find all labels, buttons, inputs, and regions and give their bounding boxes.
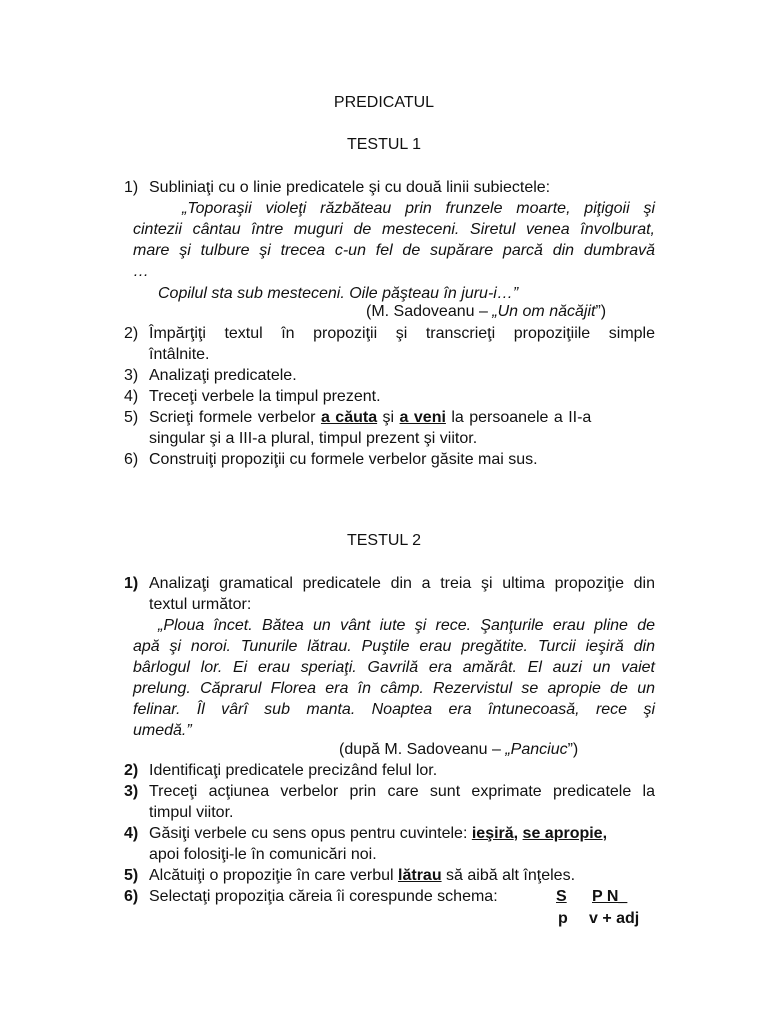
test2-q6-text: Selectaţi propoziţia căreia îi corespunde schema: <box>149 888 498 905</box>
test2-q1-number: 1) <box>124 575 139 592</box>
test1-q4-number: 4) <box>124 388 139 405</box>
test1-q5-line-1 <box>149 408 655 428</box>
test1-q6-number: 6) <box>124 451 139 468</box>
test2-source-title: „Panciuc <box>505 741 568 758</box>
test1-q2-line-1: Împărţiţi textul în propoziţii şi transcrieţi propoziţiile simple <box>149 325 655 342</box>
test2-q4-line-1 <box>149 824 607 844</box>
test1-q3-text: Analizaţi predicatele. <box>149 367 297 384</box>
test1-source-title: „Un om năcăjit <box>492 303 596 320</box>
test2-q4-line-2: apoi folosiţi-le în comunicări noi. <box>149 846 377 863</box>
test1-quote-line-3: mare şi tulbure şi trecea c-un fel de supărare parcă din dumbravă <box>133 242 655 259</box>
test2-q4-part-a: Găsiţi verbele cu sens opus pentru cuvintele: <box>149 825 472 842</box>
test1-q5-line-2: singular şi a III-a plural, timpul prezent şi viitor. <box>149 430 478 447</box>
test1-source <box>366 302 606 322</box>
test2-source-close: ”) <box>567 741 579 758</box>
test1-quote-line-1: „Toporaşii violeţi răzbăteau prin frunzele moarte, piţigoii şi <box>182 200 655 217</box>
schema-pronoun: p <box>558 910 568 927</box>
test2-heading: TESTUL 2 <box>346 532 422 549</box>
test2-quote-line-2: apă şi noroi. Tunurile lătrau. Puştile erau pregătite. Turcii ieşiră din <box>133 638 655 655</box>
test1-q5-number: 5) <box>124 409 139 426</box>
test1-quote-line-4: … <box>133 263 149 280</box>
test2-q2-text: Identificaţi predicatele precizând felul lor. <box>149 762 438 779</box>
test2-q4-word-iesira: ieşiră <box>471 825 514 842</box>
test2-q4-comma-2: , <box>602 825 608 842</box>
test1-q4-text: Treceţi verbele la timpul prezent. <box>149 388 381 405</box>
page-title: PREDICATUL <box>333 94 435 111</box>
test1-q1-number: 1) <box>124 179 139 196</box>
test1-source-author: (M. Sadoveanu – <box>366 303 493 320</box>
test2-quote-line-6: umedă.” <box>133 722 192 739</box>
test2-q3-line-2: timpul viitor. <box>149 804 234 821</box>
test1-q2-number: 2) <box>124 325 139 342</box>
test1-q6-text: Construiţi propoziţii cu formele verbelor găsite mai sus. <box>149 451 538 468</box>
test1-quote-line-5: Copilul sta sub mesteceni. Oile păşteau în juru-i…” <box>158 285 519 302</box>
test1-source-close: ”) <box>595 303 607 320</box>
test1-q2-line-2: întâlnite. <box>149 346 210 363</box>
test2-q5-part-a: Alcătuiţi o propoziţie în care verbul <box>149 867 399 884</box>
test1-heading: TESTUL 1 <box>346 136 422 153</box>
test2-quote-line-4: prelung. Căprarul Florea era în câmp. Rezervistul se apropie de un <box>133 680 655 697</box>
test2-quote-line-3: bârlogul lor. Ei erau speriaţi. Gavrilă era amărât. El auzi un vaiet <box>133 659 655 676</box>
test2-q5-text <box>149 866 575 886</box>
test2-q5-part-c: să aibă alt înţeles. <box>441 867 576 884</box>
test1-quote-line-2: cintezii cântau între muguri de mesteceni. Siretul venea învolburat, <box>133 221 655 238</box>
test2-q4-comma-1: , <box>513 825 523 842</box>
schema-subject: S <box>556 888 567 905</box>
test1-q5-verb-cauta: a căuta <box>320 409 378 426</box>
test2-q2-number: 2) <box>124 762 139 779</box>
test1-q1-text: Subliniaţi cu o linie predicatele şi cu două linii subiectele: <box>149 179 551 196</box>
test2-q1-line-2: textul următor: <box>149 596 252 613</box>
test2-quote-line-5: felinar. Îl vârî sub manta. Noaptea era întunecoasă, rece şi <box>133 701 655 718</box>
test2-q5-word-latrau: lătrau <box>398 867 442 884</box>
test1-q5-verb-veni: a veni <box>399 409 446 426</box>
test2-q3-line-1: Treceţi acţiunea verbelor prin care sunt exprimate predicatele la <box>149 783 655 800</box>
test1-q5-part-a: Scrieţi formele verbelor <box>149 409 321 426</box>
test1-q3-number: 3) <box>124 367 139 384</box>
test1-q5-part-e: la persoanele a II-a <box>445 409 592 426</box>
schema-verb-adjective: v + adj <box>589 910 640 927</box>
test2-quote-line-1: „Ploua încet. Bătea un vânt iute şi rece. Şanţurile erau pline de <box>158 617 655 634</box>
test2-q3-number: 3) <box>124 783 139 800</box>
test2-source-author: (după M. Sadoveanu – <box>339 741 506 758</box>
test2-q4-word-se-apropie: se apropie <box>522 825 603 842</box>
test2-source <box>339 740 578 760</box>
test2-q1-line-1: Analizaţi gramatical predicatele din a treia şi ultima propoziţie din <box>149 575 655 592</box>
schema-nominal-predicate: P N_ <box>592 888 628 905</box>
test2-q6-number: 6) <box>124 888 139 905</box>
test2-q4-number: 4) <box>124 825 139 842</box>
test1-q5-part-c: şi <box>377 409 400 426</box>
test2-q5-number: 5) <box>124 867 139 884</box>
